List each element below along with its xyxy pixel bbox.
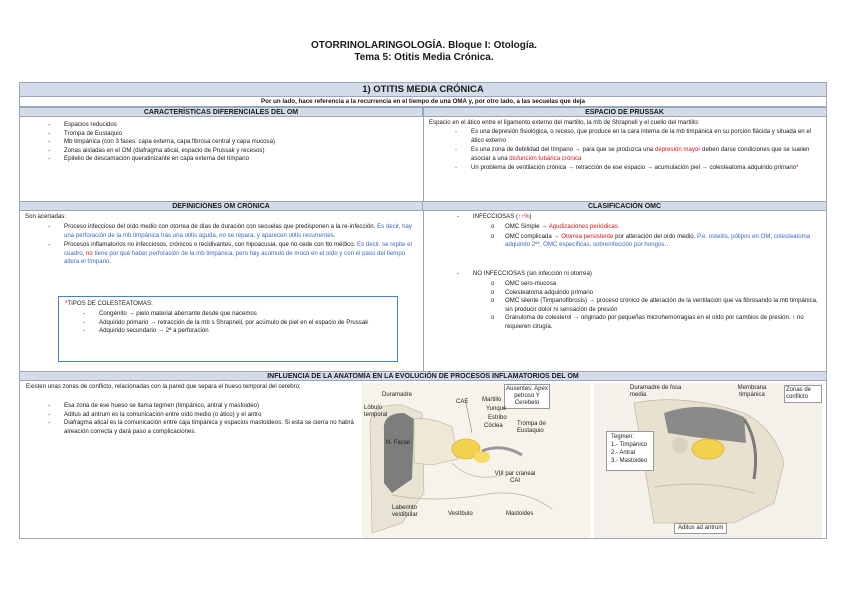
label-viii: VIII par craneal CAI: [494, 471, 536, 484]
list-item: - Esa zona de ese hueso se llama tegmen (timpánico, antral y mastoideo): [48, 402, 260, 409]
heading-caracteristicas: CARACTERÍSTICAS DIFERENCIALES DEL OM: [20, 107, 423, 117]
list-item: - Trompa de Eustaquio: [48, 129, 123, 137]
label-aditus: Aditus ad antrum: [674, 523, 727, 534]
clasificacion-no-infecciosas: - NO INFECCIOSAS (sin infección ni otorrea): [457, 270, 592, 277]
list-item: - Mb timpánica (con 3 fases: capa externa, capa fibrosa central y capa mucosa): [48, 138, 276, 146]
colesteatoma-box: [58, 296, 398, 362]
label-tegmen-1: 1.- Timpánico: [611, 442, 648, 448]
section-main-subtitle: Por un lado, hace referencia a la recurrencia en el tiempo de una OMA y, por otro lado, a las secuelas que deja: [20, 97, 826, 107]
influencia-intro: Existen unas zonas de conflicto, relacionadas con la pared que separa el hueso temporal del cerebro:: [26, 383, 301, 390]
ear-anatomy-figure: [362, 383, 590, 538]
list-item: o Granuloma de colesterol → originado por pequeñas microhemorragias en el oído por cambios de presión. ↑ no requieren cirugía.: [491, 314, 804, 330]
label-tegmen-2: 2.- Antral: [611, 450, 636, 456]
list-item: - Aditus ad antrum es la comunicación entre oído medio (o ático) y el antro: [48, 410, 262, 418]
summary-table: [19, 82, 827, 539]
tipos-list: [83, 310, 389, 336]
tipos-title: *TIPOS DE COLESTEATOMAS:: [65, 300, 153, 307]
heading-clasificacion: CLASIFICACIÓN OMC: [423, 201, 826, 211]
label-cae: CAE: [456, 399, 469, 405]
label-martillo: Martillo: [482, 397, 502, 403]
doc-subtitle: Tema 5: Otitis Media Crónica.: [354, 52, 494, 63]
label-mastoides: Mastoides: [506, 511, 534, 517]
label-tegmen-3: 3.- Mastoideo: [611, 458, 648, 464]
section-main-title: 1) OTITIS MEDIA CRÓNICA: [20, 83, 826, 97]
conflict-zones-figure: [594, 383, 822, 538]
list-item: - Adquirido primario → retracción de la mb s Shrapnell, por acúmulo de piel en el espacio de Prussak: [83, 318, 369, 326]
tegmen-box: [606, 431, 654, 471]
list-item: - Es una zona de debilidad del tímpano → para que se produzca una depresión mayor deben darse condiciones que se suelen asociar a una disfunción tubárica crónica: [455, 146, 810, 162]
list-item: - Adquirido secundario → 2ª a perforación: [83, 327, 209, 335]
definiciones-list: [48, 223, 416, 267]
influencia-list: [48, 402, 360, 436]
prussak-intro: Espacio en el ático entre el ligamento externo del martillo, la mb de Shrapnell y el cuello del martillo:: [429, 119, 700, 126]
list-item: - Diafragma atical es la comunicación entre caja timpánica y espacios mastoideos. Si esta se cierra no habrá aireación correcta y dará paso a complicaciones.: [48, 419, 354, 435]
label-duramadre-fosa: Duramadre de fosa media: [630, 385, 682, 398]
list-item: - Procesos inflamatorios no infecciosos, crónicos o recidivantes, con hipoacusia, que no cede con tto médico. Es decir, se repite el cuadro, no tiene por qué haber perforación de la mb timpánica, pero hay acúmulo de moco en el oído y con el paso del tiempo altera el tímpano.: [48, 241, 412, 266]
label-duramadre: Duramadre: [382, 392, 413, 398]
label-zonas: Zonas de conflicto: [784, 385, 822, 403]
list-item: - Zonas aisladas en el OM (diafragma atical, espacio de Prussak y recesos): [48, 146, 265, 154]
label-laberinto: Laberinto vestibular: [392, 505, 418, 518]
list-item: - Congénito → pielo material aberrante desde que nacemos: [83, 310, 257, 317]
column-divider: [423, 107, 424, 371]
heading-definiciones: DEFINICIONES OM CRÓNICA: [20, 201, 423, 211]
label-estribo: Estribo: [488, 415, 507, 421]
list-item: - Espacios reducidos: [48, 121, 117, 128]
label-ausentes: Ausentes: Apex petroso Y Cerebelo: [504, 384, 550, 409]
list-item: - Proceso infeccioso del oído medio con otorrea de días de duración con secuelas que predisponen a la re-infección. Es decir, hay una perforación de la mb timpánica tras una otitis aguda, no se repara, y aparecen otitis recurrentes.: [48, 223, 412, 239]
list-item: o Colesteatoma adquirido primario: [491, 288, 594, 296]
list-item: o OMC Simple → Agudizaciones periódicas: [491, 223, 618, 230]
list-item: - Un problema de ventilación crónica → retracción de ese espacio → acumulación piel → colesteatoma adquirido primario*: [455, 164, 799, 172]
heading-influencia: INFLUENCIA DE LA ANATOMÍA EN LA EVOLUCIÓN DE PROCESOS INFLAMATORIOS DEL OM: [20, 371, 826, 381]
infecciosas-list: [491, 223, 823, 250]
list-item: o OMC silente (Timpanofibrosis) → proceso crónico de alteración de la ventilación que va fibrosando la mb timpánica, sin producir dolor ni sensación de presión: [491, 297, 818, 313]
label-coclea: Cóclea: [484, 423, 503, 429]
clasificacion-infecciosas: - INFECCIOSAS (↑↑%): [457, 213, 532, 220]
label-vestibulo: Vestíbulo: [448, 511, 473, 517]
prussak-list: [455, 128, 821, 173]
list-item: o OMC complicada → Otorrea persistente por alteración del oído medio. P.e. osteitis, pólipos en OM, colesteatoma adquirido 2ª*, OMC específicas, sobreinfección por hongos…: [491, 232, 811, 249]
list-item: - Es una depresión fisiológica, o receso, que produce en la cara interna de la mb timpánica en su porción flácida y situada en el ático externo: [455, 128, 812, 144]
doc-title: OTORRINOLARINGOLOGÍA. Bloque I: Otología.: [311, 40, 537, 51]
label-membrana: Membrana timpánica: [737, 385, 767, 398]
definiciones-intro: Son acertadas:: [25, 213, 66, 220]
label-yunque: Yunque: [486, 406, 507, 412]
heading-prussak: ESPACIO DE PRUSSAK: [423, 107, 826, 117]
label-lobulo: Lóbulo temporal: [364, 405, 388, 418]
label-tegmen: Tegmen:: [611, 434, 635, 440]
label-trompa: Trompa de Eustaquio: [517, 421, 546, 434]
label-nfacial: N. Facial: [386, 440, 410, 446]
no-infecciosas-list: [491, 280, 823, 332]
list-item: o OMC sero-mucosa: [491, 280, 557, 287]
list-item: - Epitelio de descamación queratinizante en capa externa del tímpano: [48, 155, 249, 163]
caracteristicas-list: [48, 121, 414, 164]
